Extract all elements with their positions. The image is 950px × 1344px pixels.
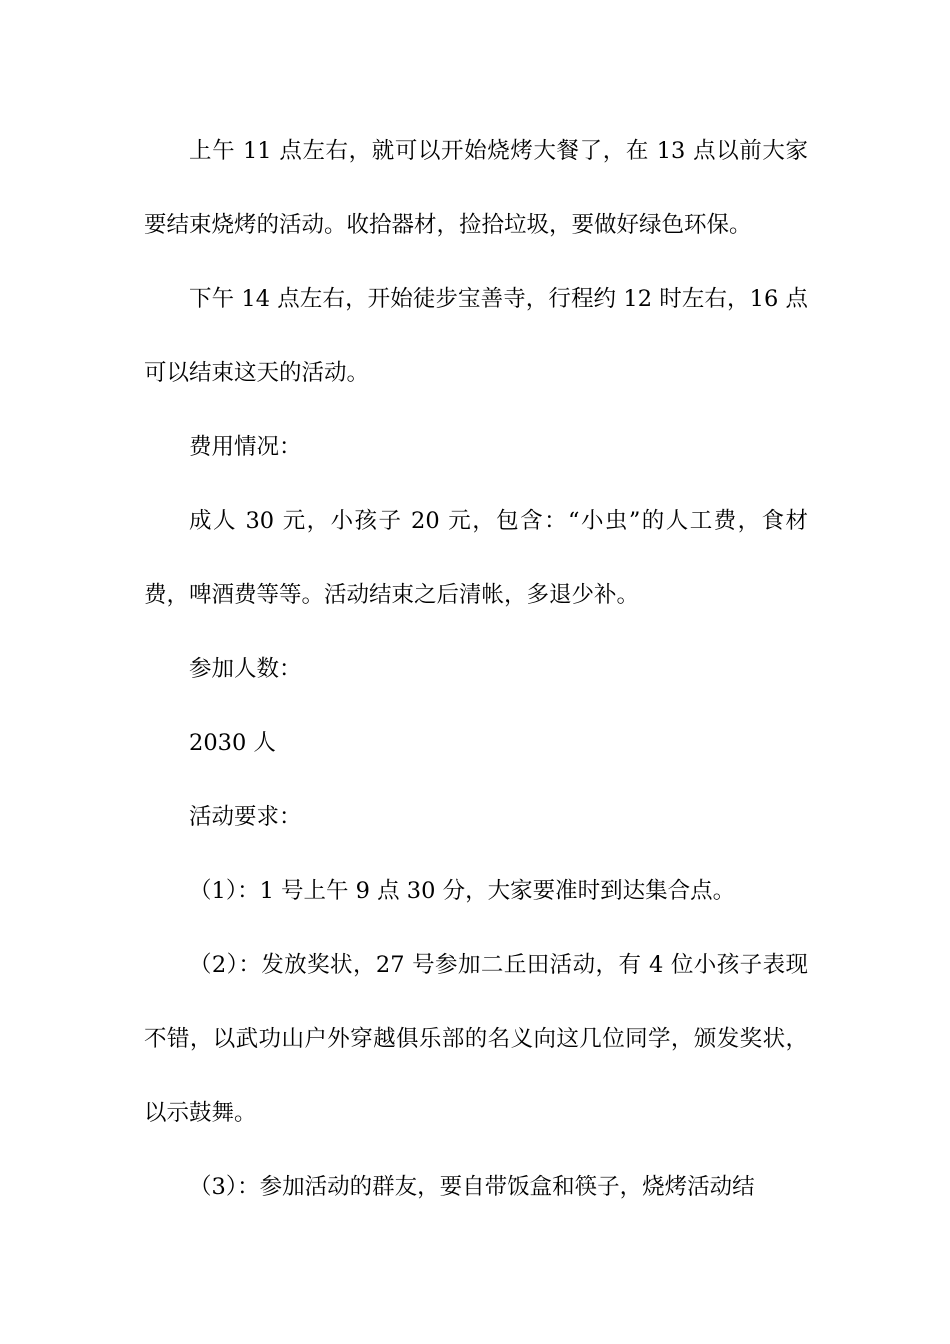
document-body: [144, 114, 808, 1224]
heading-participants: 参加人数：: [189, 656, 302, 682]
heading-requirements: 活动要求：: [189, 804, 302, 830]
paragraph-participants: 2030 人: [189, 730, 276, 756]
paragraph-costs: 成人 30 元，小孩子 20 元，包含：“小虫”的人工费，食材费，啤酒费等等。活动结束之后清帐，多退少补。: [144, 508, 808, 608]
requirement-2: （2）：发放奖状，27 号参加二丘田活动，有 4 位小孩子表现不错，以武功山户外穿越俱乐部的名义向这几位同学，颁发奖状，以示鼓舞。: [144, 952, 808, 1126]
paragraph-afternoon-hike: 下午 14 点左右，开始徒步宝善寺，行程约 12 时左右，16 点可以结束这天的活动。: [144, 286, 808, 386]
paragraph-lunch-bbq: 上午 11 点左右，就可以开始烧烤大餐了，在 13 点以前大家要结束烧烤的活动。收拾器材，捡拾垃圾，要做好绿色环保。: [144, 138, 808, 238]
heading-costs: 费用情况：: [189, 434, 302, 460]
requirement-1: （1）：1 号上午 9 点 30 分，大家要准时到达集合点。: [189, 878, 736, 904]
requirement-3: （3）：参加活动的群友，要自带饭盒和筷子，烧烤活动结: [189, 1174, 755, 1200]
